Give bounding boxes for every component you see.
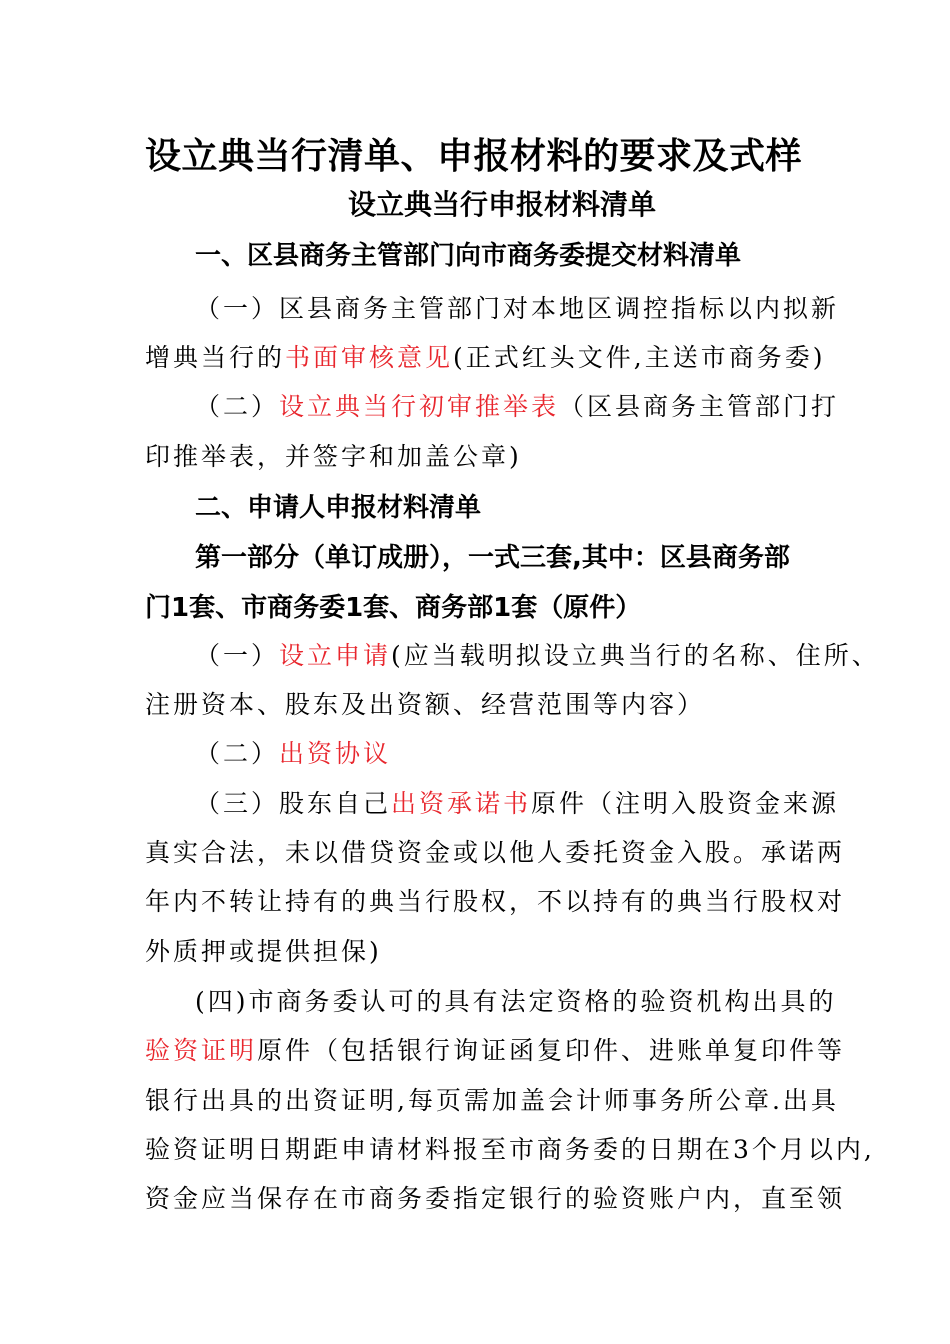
- section2-heading: 二、申请人申报材料清单: [195, 493, 482, 523]
- section2-item1-line2: 注册资本、股东及出资额、经营范围等内容）: [145, 690, 706, 719]
- section1-heading: 一、区县商务主管部门向市商务委提交材料清单: [195, 241, 742, 271]
- plain-text: 原件（包括银行询证函复印件、进账单复印件等: [257, 1036, 846, 1065]
- section2-item3-line2: 真实合法，未以借贷资金或以他人委托资金入股。承诺两: [145, 838, 846, 867]
- plain-text: (应当载明拟设立典当行的名称、住所、: [391, 641, 880, 670]
- section1-item2-line1: [195, 387, 839, 423]
- plain-text: （三）股东自己: [195, 789, 392, 818]
- section2-item4-line5: 资金应当保存在市商务委指定银行的验资账户内，直至领: [145, 1184, 846, 1213]
- section2-item3-line1: [195, 784, 839, 820]
- part1-heading-line1: 第一部分（单订成册），一式三套,其中：区县商务部: [195, 543, 790, 573]
- plain-text: 增典当行的: [145, 343, 286, 372]
- highlighted-term: 出资承诺书: [391, 789, 532, 818]
- document-subtitle: 设立典当行申报材料清单: [348, 188, 657, 221]
- plain-text: （一）: [195, 641, 280, 670]
- part1-heading-line2: 门1套、市商务委1套、商务部1套（原件）: [145, 593, 642, 623]
- plain-text: 原件（注明入股资金来源: [531, 789, 840, 818]
- highlighted-term: 验资证明: [145, 1036, 258, 1065]
- section2-item3-line3: 年内不转让持有的典当行股权，不以持有的典当行股权对: [145, 887, 846, 916]
- plain-text: （二）: [195, 392, 280, 421]
- section2-item4-line2: [145, 1031, 845, 1067]
- highlighted-term: 书面审核意见: [285, 343, 454, 372]
- section1-item1-line2: [145, 338, 826, 374]
- section2-item4-line3: 银行出具的出资证明,每页需加盖会计师事务所公章.出具: [145, 1086, 839, 1115]
- section2-item3-line4: 外质押或提供担保): [145, 937, 382, 966]
- section2-item4-line4: 验资证明日期距申请材料报至市商务委的日期在3个月以内,: [145, 1135, 875, 1164]
- document-title: 设立典当行清单、申报材料的要求及式样: [145, 135, 803, 177]
- section2-item1-line1: [195, 636, 880, 672]
- plain-text: （区县商务主管部门打: [559, 392, 840, 421]
- highlighted-term: 设立申请: [279, 641, 392, 670]
- section1-item2-line2: 印推举表，并签字和加盖公章): [145, 442, 522, 471]
- highlighted-term: 设立典当行初审推举表: [279, 392, 560, 421]
- plain-text: (正式红头文件,主送市商务委): [453, 343, 826, 372]
- highlighted-term: 出资协议: [279, 739, 392, 768]
- section2-item4-line1: (四)市商务委认可的具有法定资格的验资机构出具的: [195, 987, 837, 1016]
- section2-item2-line1: [195, 734, 391, 770]
- plain-text: （二）: [195, 739, 280, 768]
- section1-item1-line1: （一）区县商务主管部门对本地区调控指标以内拟新: [195, 294, 840, 323]
